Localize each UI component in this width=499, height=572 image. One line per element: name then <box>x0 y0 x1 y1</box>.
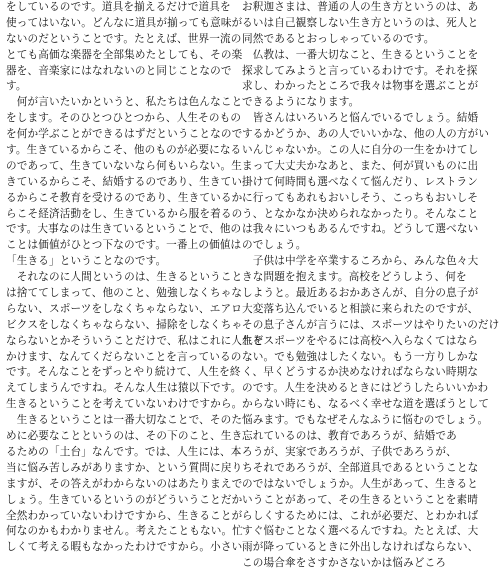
right-column-line: その息子さんが言うには、スポーツはやりたいのだけ <box>242 318 499 331</box>
left-column-line: は捨ててしまって、他のこと、勉強しなくちゃな <box>6 287 243 300</box>
right-column-line: ちそれであろうが、全部道具であるということな <box>242 461 479 474</box>
right-column-line: きな問題を抱えます。高校をどうしよう、何を <box>242 271 467 284</box>
left-column-line: しょう。生きているというのがどういうことだか <box>6 493 243 506</box>
left-column-line: 全然わかっていないわけですから、生きることが <box>6 509 243 522</box>
right-column-line: この場合傘をさすかさないかは悩みどころ <box>242 557 447 570</box>
right-column-line: いんじゃないか。この人に自分の一生をかけてし <box>242 144 479 157</box>
left-column-line: ことは価値がひとつ下なのです。一番上の価値は <box>6 239 242 252</box>
left-column-line: 「生きる」ということなのです。 <box>6 255 167 268</box>
right-column-line: う、となかなか決められなかったり。そんなこと <box>242 207 479 220</box>
right-column-line: 求し、わかったところで我々は物事を選ぶことが <box>242 80 479 93</box>
left-column-line: をします。そのひとつひとつから、人生そのもの <box>6 112 242 125</box>
left-column-line: 何なのかもわかりません。考えたこともない。忙 <box>6 525 243 538</box>
right-column-line: は我々にいつもあるんですね。どうして選べない <box>242 223 479 236</box>
right-column-line: に行ってもあれもおいしそう、こっちもおいしそ <box>242 191 479 204</box>
left-column-line: をしているのです。道具を揃えるだけで道具を <box>6 1 231 13</box>
left-column-line: しくて考える暇もなかったわけですから。小さい <box>6 541 243 554</box>
left-column-line: ならないとかそういうことだけで、私はこれに人生を <box>6 334 264 347</box>
right-column-line: するかどうか、あの人でいいかな、他の人の方がい <box>242 128 490 141</box>
right-column-line: く、早くどうするか決めなければならない時期な <box>242 366 479 379</box>
right-column-line: 探求してみようと言っているわけです。それを探 <box>242 64 478 77</box>
left-column-line: です。そんなことをずっとやり続けて、人生を終 <box>6 366 241 379</box>
left-column-line: のであって、生きていないなら何もいらない。生 <box>6 159 243 172</box>
left-column <box>6 0 264 556</box>
right-column-line: 皆さんはいろいろと悩んでいるでしょう。結婚 <box>242 112 479 125</box>
left-column-line: す。生きているからこそ、他のものが必要になる <box>6 144 242 157</box>
left-column-line: かけます、なんてくだらないことを言っているの <box>6 350 242 363</box>
right-column-line: すぐ悩むことなく選べるんですね。たとえば、大 <box>242 525 479 538</box>
right-column-line: いうことがあって、その生きるということを素晴 <box>242 493 479 506</box>
right-column-line: からない時にも、なるべく幸せな道を選ぼうとして <box>242 398 490 411</box>
left-column-line: きているからこそ、結婚するのであり、生きてい <box>6 175 243 188</box>
right-column-line: るいは自己観察しない生き方というのは、死人と <box>242 16 479 29</box>
right-column-line: 同然であるとおっしゃっているのです。 <box>242 32 435 45</box>
right-column-line: 掛けて何時間も選べなくて悩んだり、レストラン <box>242 175 479 188</box>
right-column-line: お釈迦さまは、普通の人の生き方というのは、あ <box>242 1 479 13</box>
right-column-line: 子供は中学を卒業するころから、みんな色々大 <box>242 255 479 268</box>
right-column-line: 忘れているのは、教育であろうが、結婚であ <box>242 430 457 443</box>
left-column-line: 生きるということを考えていないわけですから。 <box>6 398 243 411</box>
right-column-line: できるようになります。 <box>242 96 360 109</box>
right-column-line: まって大丈夫かなあと、また、何が買いものに出 <box>242 159 479 172</box>
right-column-line: 仏教は、一番大切なこと、生きるということを <box>242 48 479 61</box>
left-column-line: とても高価な楽器を全部集めたとしても、その楽 <box>6 48 243 61</box>
left-column-line: ビクスをしなくちゃならない、掃除をしなくちゃ <box>6 318 243 331</box>
left-column-line: るからこそ教育を受けるのであり、生きているか <box>6 191 243 204</box>
left-column-line: です。大事なのは生きているということで、他の <box>6 223 242 236</box>
right-column-line: ろうが、実家であろうが、子供であろうが、 <box>242 445 457 458</box>
left-column-line: るための「土台」なんです。では、人生には、本 <box>6 445 242 458</box>
left-column-line: 使ってはいない。どんなに道具が揃っても意味が <box>6 16 243 29</box>
right-column-line: 雨が降っているときに外出しなければならない、 <box>242 541 479 554</box>
left-column-line: ないのだということです。たとえば、世界一流の <box>6 32 242 45</box>
right-column-line: らしくするためには、これが必要だ、とわかれば <box>242 509 479 522</box>
left-column-line: らない、スポーツをしなくちゃならない、エアロ <box>6 302 242 315</box>
left-column-line: 生きるということは一番大切なことで、そのた <box>6 414 243 427</box>
left-column-line: ますが、その答えがわからないのはあたりまえで <box>6 477 243 490</box>
left-column-line: を何か学ぶことができるはずだということなので <box>6 128 243 141</box>
right-column-line: ない。でも勉強はしたくない。もう一方りしかな <box>242 350 479 363</box>
right-column-line: 悩みます。でもなぜそんなふうに悩むのでしょう。 <box>242 414 489 427</box>
left-column-line: それなのに人間というのは、生きるということ <box>6 271 243 284</box>
left-column-line: 当に悩み苦しみがありますか、という質問に戻り <box>6 461 243 474</box>
left-column-line: 何が言いたいかというと、私たちは色んなこと <box>6 96 243 109</box>
left-column-line: えてしまうんですね。そんな人生は猿以下です。 <box>6 382 242 395</box>
right-column-line: のでしょう。 <box>242 239 307 252</box>
right-column-line: れどスポーツをやるには高校へ入らなくてはなら <box>242 334 478 347</box>
left-column-line: す。 <box>6 80 27 93</box>
left-column-line: らこそ経済活動をし、生きているから服を着るの <box>6 207 243 220</box>
right-column-line: 大変落ち込んでいると相談に来られたのですが、 <box>242 302 479 315</box>
left-column-line: めに必要なことというのは、その下のこと、生き <box>6 430 243 443</box>
right-column <box>242 0 499 572</box>
right-column-line: のです。人生を決めるときにはどうしたらいいかわ <box>242 382 489 395</box>
right-column-line: しようと。最近あるおかあさんが、自分の息子が <box>242 287 479 300</box>
right-column-line: のではないでしょうか。人生があって、生きると <box>242 477 479 490</box>
left-column-line: 器を、音楽家にはなれないのと同じことなので <box>6 64 232 77</box>
